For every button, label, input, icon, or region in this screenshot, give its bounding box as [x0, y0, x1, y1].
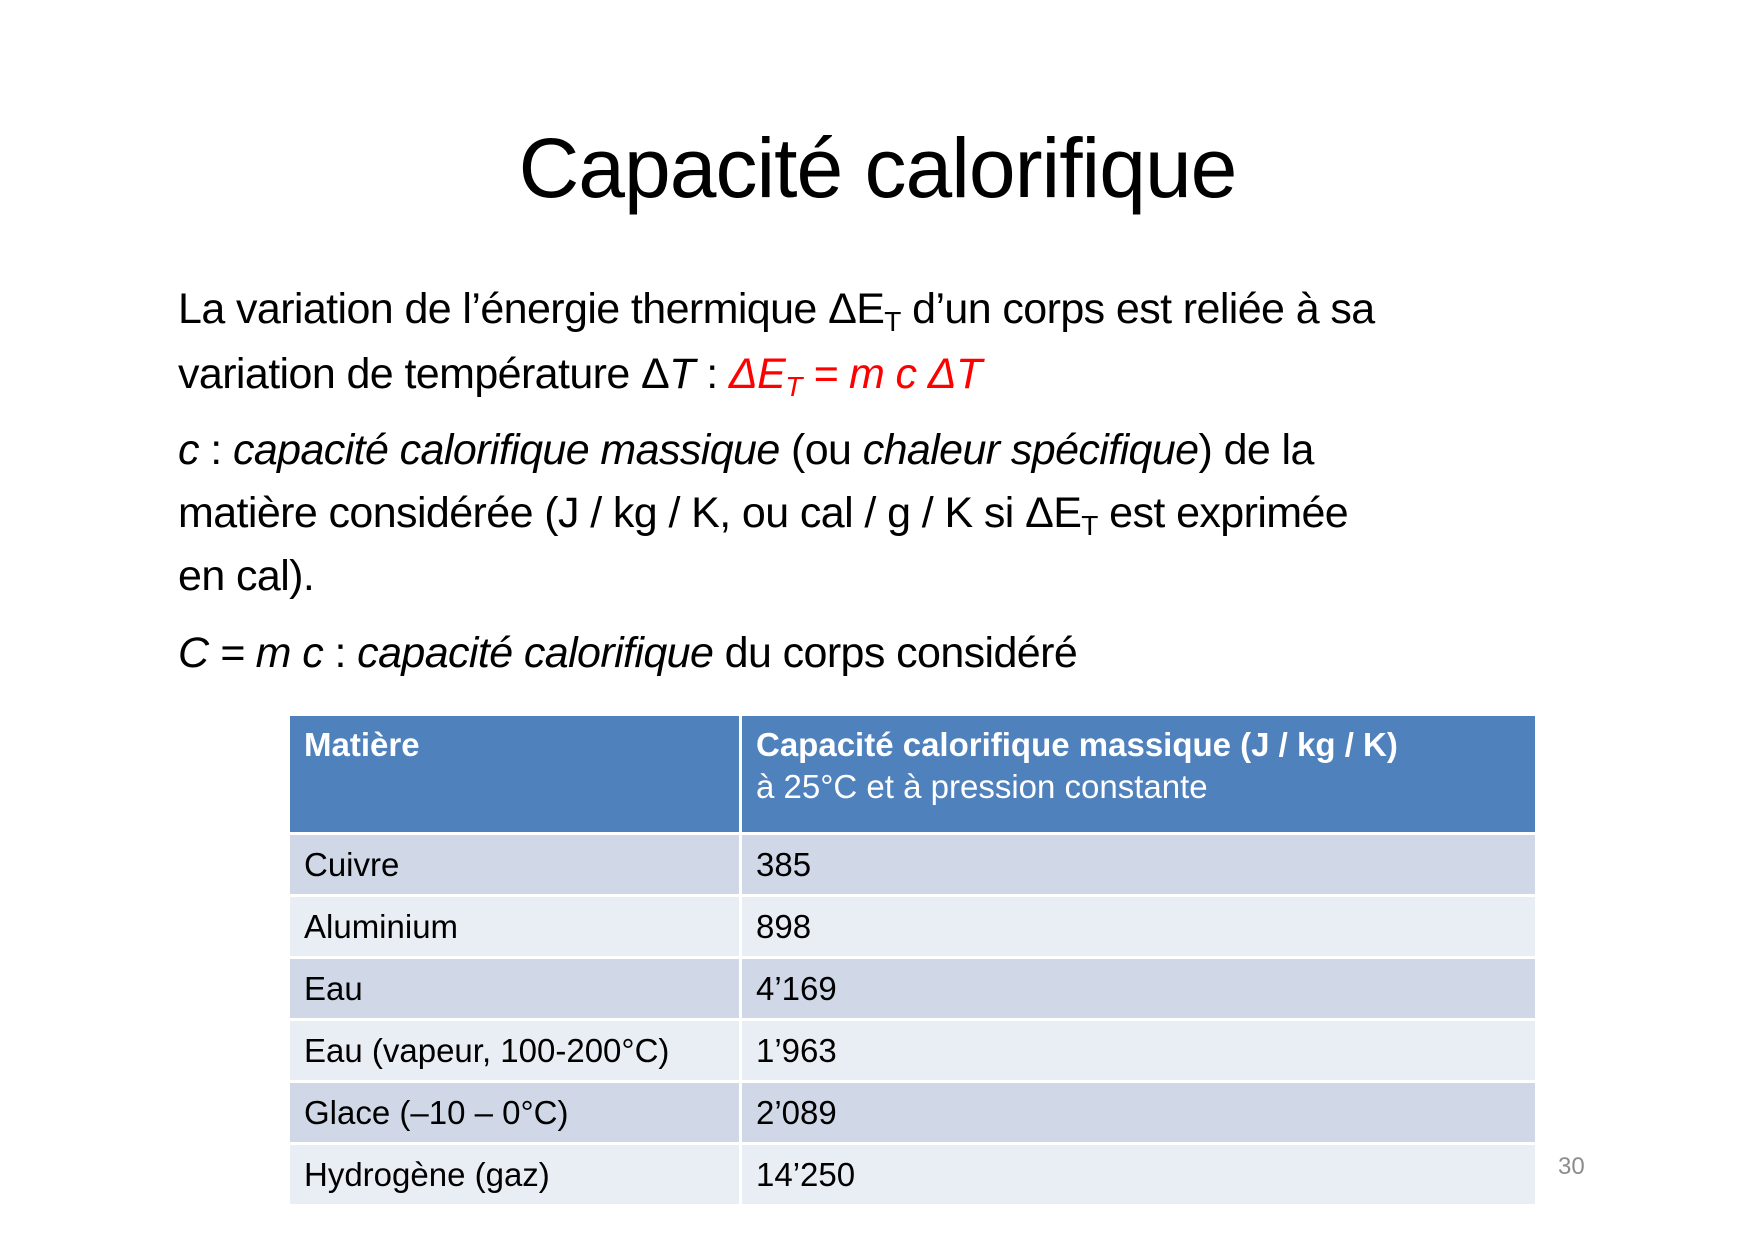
table-row [289, 896, 1537, 958]
term: capacité calorifique massique [232, 426, 780, 474]
cell-material: Aluminium [289, 896, 741, 958]
cell-material: Eau [289, 958, 741, 1020]
text: d’un corps est reliée à sa [900, 285, 1375, 333]
cell-value: 385 [741, 834, 1537, 896]
paragraph-1-line-2 [178, 349, 982, 402]
formula-part: ΔE [728, 350, 786, 398]
text: du corps considéré [713, 629, 1078, 677]
header-capacity-label: Capacité calorifique massique (J / kg / K) [756, 726, 1398, 763]
paragraph-2-line-3: en cal). [178, 552, 315, 600]
cell-material: Eau (vapeur, 100-200°C) [289, 1020, 741, 1082]
cell-value: 14’250 [741, 1144, 1537, 1206]
table-row [289, 1082, 1537, 1144]
formula [728, 350, 982, 402]
page-number: 30 [1558, 1153, 1585, 1180]
text: T [669, 350, 695, 398]
text: variation de température Δ [178, 350, 670, 398]
text: est exprimée [1097, 489, 1349, 537]
subscript: T [785, 371, 802, 402]
cell-material: Cuivre [289, 834, 741, 896]
text: : [198, 426, 233, 474]
paragraph-1-line-1 [178, 284, 1375, 337]
paragraph-2-line-2 [178, 488, 1349, 541]
header-matiere: Matière [289, 715, 741, 834]
cell-value: 1’963 [741, 1020, 1537, 1082]
slide-title: Capacité calorifique [518, 121, 1237, 215]
term: chaleur spécifique [862, 426, 1199, 474]
table-row [289, 834, 1537, 896]
formula-part: = m c ΔT [801, 350, 982, 398]
heat-capacity-table [287, 713, 1538, 1207]
header-capacity [741, 715, 1537, 834]
text: matière considérée (J / kg / K, ou cal / g / K si ΔE [178, 489, 1082, 537]
term: capacité calorifique [357, 629, 714, 677]
table-header-row [289, 715, 1537, 834]
text: : [694, 350, 729, 398]
table-row [289, 1144, 1537, 1206]
subscript: T [884, 306, 901, 337]
cell-value: 898 [741, 896, 1537, 958]
paragraph-3 [178, 628, 1077, 678]
text: La variation de l’énergie thermique ΔE [178, 285, 885, 333]
text: ) de la [1198, 426, 1314, 474]
paragraph-2-line-1 [178, 425, 1314, 475]
text: (ou [779, 426, 863, 474]
table-row [289, 1020, 1537, 1082]
cell-material: Hydrogène (gaz) [289, 1144, 741, 1206]
subscript: T [1081, 510, 1098, 541]
cell-value: 4’169 [741, 958, 1537, 1020]
cell-value: 2’089 [741, 1082, 1537, 1144]
cell-material: Glace (–10 – 0°C) [289, 1082, 741, 1144]
text: : [323, 629, 358, 677]
header-capacity-subtitle: à 25°C et à pression constante [756, 768, 1208, 805]
formula: C = m c [178, 629, 324, 677]
table-row [289, 958, 1537, 1020]
text: c [178, 426, 199, 474]
